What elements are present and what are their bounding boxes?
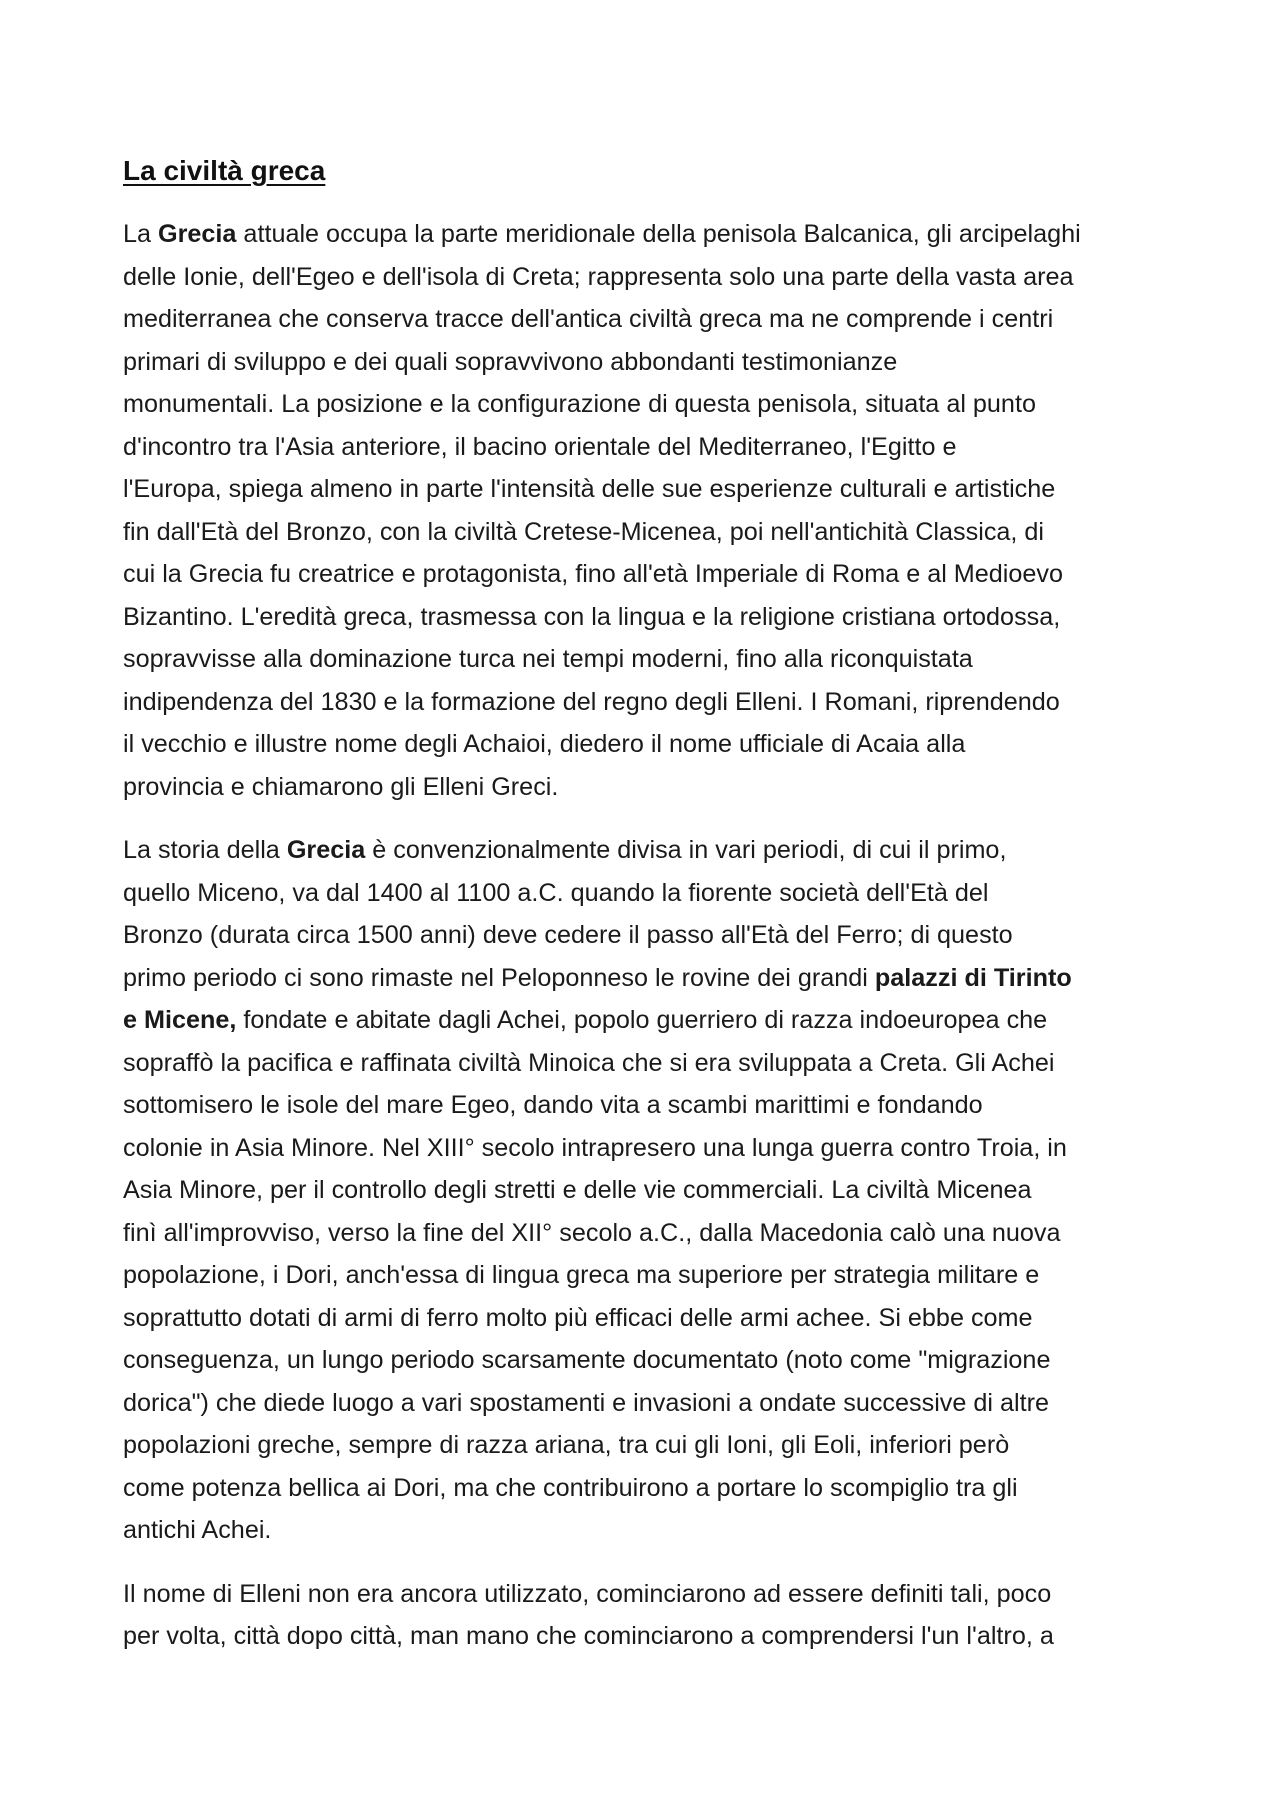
text-line [123,383,1173,426]
text-run: provincia e chiamarono gli Elleni Greci. [123,772,559,801]
text-line [123,872,1173,915]
text-run: il vecchio e illustre nome degli Achaioi, diedero il nome ufficiale di Acaia alla [123,730,966,758]
text-line [123,1339,1173,1382]
text-line [123,999,1173,1042]
text-run: popolazione, i Dori, anch'essa di lingua greca ma superiore per strategia militare e [123,1261,1040,1289]
text-run: primo periodo ci sono rimaste nel Peloponneso le rovine dei grandi [123,963,875,992]
text-run: Asia Minore, per il controllo degli stretti e delle vie commerciali. La civiltà Micenea [123,1176,1032,1204]
text-run: quello Miceno, va dal 1400 al 1100 a.C. quando la fiorente società dell'Età del [123,878,989,907]
text-run: cui la Grecia fu creatrice e protagonista, fino all'età Imperiale di Roma e al Medioevo [123,560,1064,588]
text-run: finì all'improvviso, verso la fine del XII° secolo a.C., dalla Macedonia calò una nuova [123,1218,1061,1247]
text-line [123,1573,1173,1616]
text-line [123,596,1173,639]
paragraph-2 [123,829,1173,1552]
text-run: delle Ionie, dell'Egeo e dell'isola di Creta; rappresenta solo una parte della vasta area [123,262,1074,291]
text-run: fin dall'Età del Bronzo, con la civiltà Cretese-Micenea, poi nell'antichità Classica, di [123,517,1045,546]
text-line [123,1084,1173,1127]
text-run: sopraffò la pacifica e raffinata civiltà Minoica che si era sviluppata a Creta. Gli Achei [123,1048,1055,1077]
document-body [123,150,1173,1679]
text-line [123,426,1173,469]
text-line [123,213,1173,256]
text-line [123,1169,1173,1212]
text-run: monumentali. La posizione e la configurazione di questa penisola, situata al punto [123,390,1036,418]
paragraph-3 [123,1573,1173,1658]
bold-text-run: Grecia [286,836,366,864]
text-run: indipendenza del 1830 e la formazione del regno degli Elleni. I Romani, riprendendo [123,687,1060,716]
text-line [123,1509,1173,1552]
text-run: sopravvisse alla dominazione turca nei tempi moderni, fino alla riconquistata [123,645,973,673]
text-run: dorica") che diede luogo a vari spostamenti e invasioni a ondate successive di altre [123,1388,1050,1417]
text-run: attuale occupa la parte meridionale della penisola Balcanica, gli arcipelaghi [236,220,1081,248]
text-line [123,638,1173,681]
text-run: soprattutto dotati di armi di ferro molto più efficaci delle armi achee. Si ebbe come [123,1303,1033,1332]
paragraph-1 [123,213,1173,808]
text-line [123,829,1173,872]
bold-text-run: e Micene, [123,1006,237,1034]
text-line [123,256,1173,299]
text-run: l'Europa, spiega almeno in parte l'intensità delle sue esperienze culturali e artistiche [123,475,1056,503]
text-line [123,553,1173,596]
text-line [123,298,1173,341]
text-run: colonie in Asia Minore. Nel XIII° secolo intrapresero una lunga guerra contro Troia, in [123,1133,1067,1162]
text-line [123,681,1173,724]
text-run: La storia della [123,836,287,864]
text-run: fondate e abitate dagli Achei, popolo guerriero di razza indoeuropea che [236,1006,1048,1034]
text-run: antichi Achei. [123,1516,272,1544]
text-run: conseguenza, un lungo periodo scarsamente documentato (noto come "migrazione [123,1346,1051,1374]
text-run: mediterranea che conserva tracce dell'antica civiltà greca ma ne comprende i centri [123,305,1054,333]
text-run: La [123,220,159,248]
text-line [123,1042,1173,1085]
text-line [123,723,1173,766]
text-line [123,766,1173,809]
text-line [123,341,1173,384]
text-line [123,1254,1173,1297]
text-line [123,957,1173,1000]
text-line [123,1127,1173,1170]
text-line [123,468,1173,511]
text-run: come potenza bellica ai Dori, ma che contribuirono a portare lo scompiglio tra gli [123,1473,1018,1502]
text-run: è convenzionalmente divisa in vari periodi, di cui il primo, [365,836,1007,864]
text-run: Bronzo (durata circa 1500 anni) deve cedere il passo all'Età del Ferro; di questo [123,921,1013,949]
text-line [123,1424,1173,1467]
document-title: La civiltà greca [123,155,326,186]
text-line [123,1212,1173,1255]
text-line [123,511,1173,554]
text-run: sottomisero le isole del mare Egeo, dando vita a scambi marittimi e fondando [123,1091,983,1119]
text-run: d'incontro tra l'Asia anteriore, il bacino orientale del Mediterraneo, l'Egitto e [123,432,957,461]
text-run: Il nome di Elleni non era ancora utilizzato, cominciarono ad essere definiti tali, poco [123,1579,1052,1608]
text-line [123,1297,1173,1340]
text-run: per volta, città dopo città, man mano che cominciarono a comprendersi l'un l'altro, a [123,1622,1054,1650]
paragraphs-container [123,213,1173,1658]
text-line [123,1615,1173,1658]
text-line [123,914,1173,957]
text-run: popolazioni greche, sempre di razza ariana, tra cui gli Ioni, gli Eoli, inferiori però [123,1431,1010,1459]
text-line [123,1467,1173,1510]
bold-text-run: Grecia [158,220,237,248]
text-line [123,1382,1173,1425]
bold-text-run: palazzi di Tirinto [874,963,1072,992]
text-run: Bizantino. L'eredità greca, trasmessa con la lingua e la religione cristiana ortodossa, [123,602,1061,631]
text-run: primari di sviluppo e dei quali sopravvivono abbondanti testimonianze [123,347,898,376]
